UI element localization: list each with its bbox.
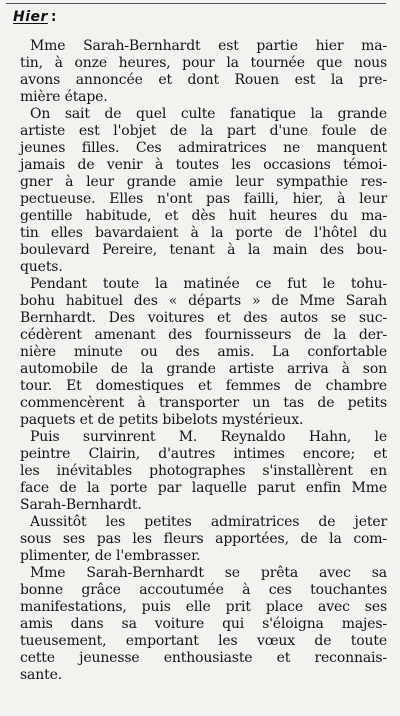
heading-colon: : bbox=[50, 9, 58, 25]
text-line: On sait de quel culte fanatique la grande bbox=[30, 106, 387, 122]
heading-text: Hier bbox=[13, 9, 48, 25]
text-line: tueusement, emportant les vœux de toute bbox=[20, 633, 387, 649]
text-line: jamais de venir à toutes les occasions témoi- bbox=[20, 157, 387, 173]
text-line: Puis survinrent M. Reynaldo Hahn, le bbox=[30, 429, 387, 445]
text-line: cette jeunesse enthousiaste et reconnais- bbox=[20, 650, 387, 666]
text-line: Mme Sarah-Bernhardt est partie hier ma- bbox=[30, 38, 387, 54]
text-line: les inévitables photographes s'installèrent en bbox=[20, 463, 387, 479]
text-line: sante. bbox=[20, 667, 63, 683]
text-line: gentille habitude, et dès huit heures du ma- bbox=[20, 208, 387, 224]
text-line: tour. Et domestiques et femmes de chambre bbox=[20, 378, 387, 394]
article-paragraph bbox=[20, 106, 387, 276]
text-line: peintre Clairin, d'autres intimes encore; et bbox=[20, 446, 387, 462]
text-line: pectueuse. Elles n'ont pas failli, hier, à leur bbox=[20, 191, 387, 207]
text-line: face de la porte par laquelle parut enfin Mme bbox=[20, 480, 387, 496]
article-body bbox=[20, 38, 387, 684]
text-line: Mme Sarah-Bernhardt se prêta avec sa bbox=[30, 565, 387, 581]
text-line: bohu habituel des « départs » de Mme Sarah bbox=[20, 293, 387, 309]
text-line: avons annoncée et dont Rouen est la pre- bbox=[20, 72, 387, 88]
text-line: mière étape. bbox=[20, 89, 108, 105]
text-line: commencèrent à transporter un tas de petits bbox=[20, 395, 387, 411]
article-paragraph bbox=[20, 429, 387, 514]
text-line: jeunes filles. Ces admiratrices ne manquent bbox=[20, 140, 387, 156]
text-line: cédèrent amenant des fournisseurs de la der- bbox=[20, 327, 387, 343]
text-line: boulevard Pereire, tenant à la main des bou- bbox=[20, 242, 387, 258]
text-line: Bernhardt. Des voitures et des autos se suc- bbox=[20, 310, 387, 326]
text-line: gner à leur grande amie leur sympathie res- bbox=[20, 174, 387, 190]
text-line: artiste est l'objet de la part d'une foule de bbox=[20, 123, 387, 139]
text-line: tin, à onze heures, pour la tournée que nous bbox=[20, 55, 387, 71]
text-line: quets. bbox=[20, 259, 63, 275]
article-paragraph bbox=[20, 38, 387, 106]
top-rule bbox=[6, 3, 386, 4]
section-heading bbox=[13, 8, 57, 26]
text-line: paquets et de petits bibelots mystérieux. bbox=[20, 412, 304, 428]
article-paragraph bbox=[20, 276, 387, 429]
text-line: Pendant toute la matinée ce fut le tohu- bbox=[30, 276, 387, 292]
article-paragraph bbox=[20, 514, 387, 565]
text-line: plimenter, de l'embrasser. bbox=[20, 548, 201, 564]
text-line: Aussitôt les petites admiratrices de jeter bbox=[30, 514, 387, 530]
text-line: sous ses pas les fleurs apportées, de la com- bbox=[20, 531, 387, 547]
text-line: Sarah-Bernhardt. bbox=[20, 497, 142, 513]
text-line: nière minute ou des amis. La confortable bbox=[20, 344, 387, 360]
text-line: manifestations, puis elle prit place avec ses bbox=[20, 599, 387, 615]
text-line: automobile de la grande artiste arriva à son bbox=[20, 361, 387, 377]
text-line: bonne grâce accoutumée à ces touchantes bbox=[20, 582, 387, 598]
article-paragraph bbox=[20, 565, 387, 684]
text-line: tin elles bavardaient à la porte de l'hôtel du bbox=[20, 225, 387, 241]
text-line: amis dans sa voiture qui s'éloigna majes- bbox=[20, 616, 387, 632]
